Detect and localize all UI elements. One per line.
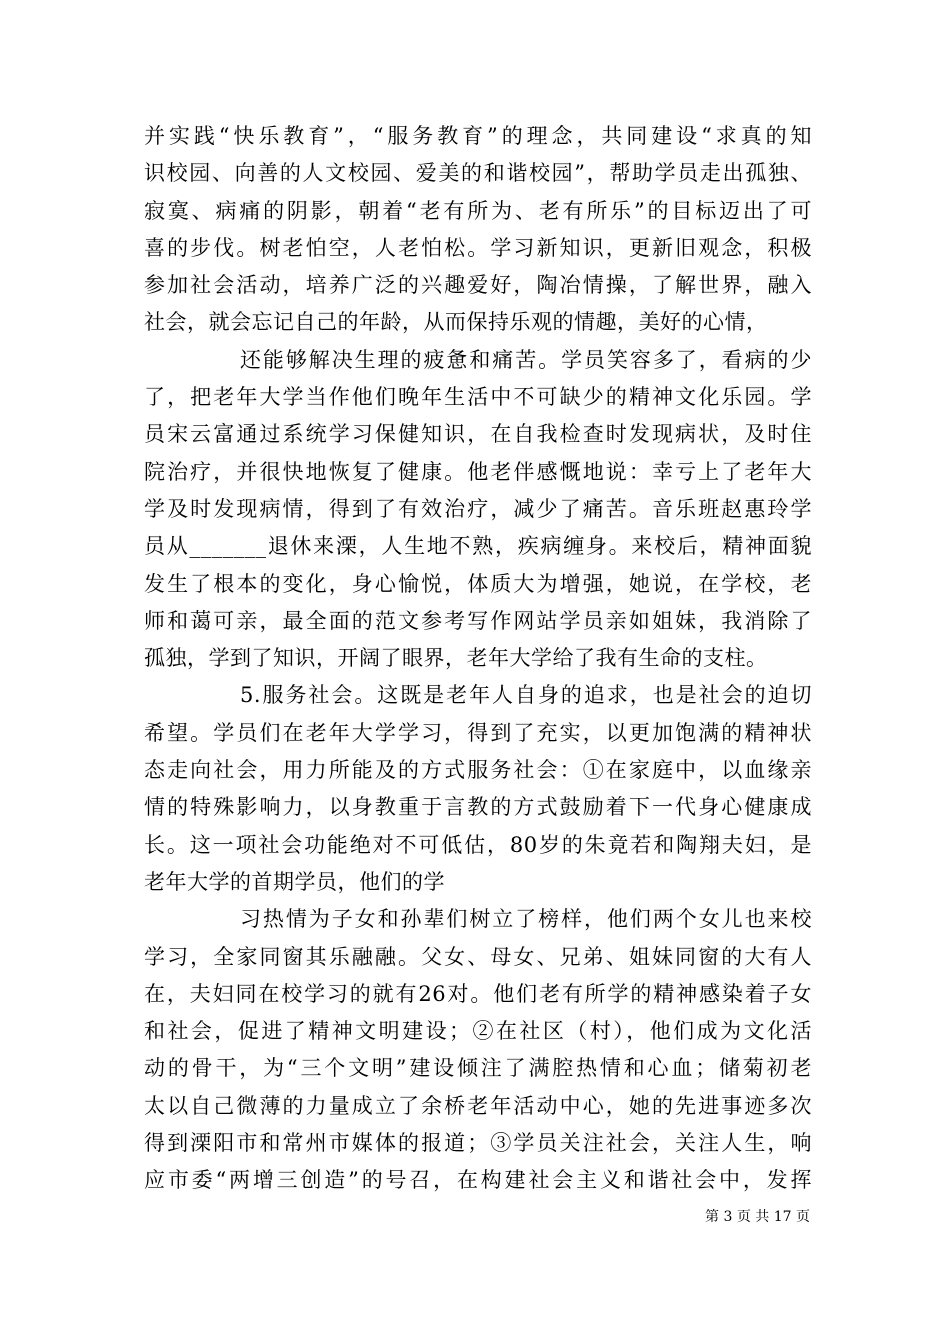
text-line: 态走向社会，用力所能及的方式服务社会：①在家庭中，以血缘亲 <box>144 758 812 783</box>
text-line: 学及时发现病情，得到了有效治疗，减少了痛苦。音乐班赵惠玲学 <box>144 496 812 521</box>
text-line: 发生了根本的变化，身心愉悦，体质大为增强，她说，在学校，老 <box>144 571 812 596</box>
text-line: 学习，全家同窗其乐融融。父女、母女、兄弟、姐妹同窗的大有人 <box>144 944 812 969</box>
text-line: 动的骨干，为“三个文明”建设倾注了满腔热情和心血；储菊初老 <box>144 1056 812 1081</box>
document-body <box>144 118 812 1200</box>
text-line: 了，把老年大学当作他们晚年生活中不可缺少的精神文化乐园。学 <box>144 385 812 410</box>
paragraph-start-line: 5.服务社会。这既是老年人自身的追求，也是社会的迫切 <box>240 683 812 708</box>
paragraph-start-line: 习热情为子女和孙辈们树立了榜样，他们两个女儿也来校 <box>240 907 812 932</box>
text-line: 在，夫妇同在校学习的就有26对。他们老有所学的精神感染着子女 <box>144 981 812 1006</box>
text-line: 老年大学的首期学员，他们的学 <box>144 869 445 894</box>
text-line: 员宋云富通过系统学习保健知识，在自我检查时发现病状，及时住 <box>144 422 812 447</box>
text-line: 应市委“两增三创造”的号召，在构建社会主义和谐社会中，发挥 <box>144 1168 812 1193</box>
paragraph-start-line: 还能够解决生理的疲惫和痛苦。学员笑容多了，看病的少 <box>240 347 812 372</box>
text-line: 和社会，促进了精神文明建设；②在社区（村），他们成为文化活 <box>144 1019 812 1044</box>
text-line: 希望。学员们在老年大学学习，得到了充实，以更加饱满的精神状 <box>144 720 812 745</box>
text-line: 并实践“快乐教育”，“服务教育”的理念，共同建设“求真的知 <box>144 124 812 148</box>
text-line: 长。这一项社会功能绝对不可低估，80岁的朱竟若和陶翔夫妇，是 <box>144 832 812 857</box>
text-line: 员从_______退休来溧，人生地不熟，疾病缠身。来校后，精神面貌 <box>144 534 812 559</box>
text-line: 社会，就会忘记自己的年龄，从而保持乐观的情趣，美好的心情， <box>144 310 768 335</box>
text-line: 师和蔼可亲，最全面的范文参考写作网站学员亲如姐妹，我消除了 <box>144 608 812 633</box>
text-line: 喜的步伐。树老怕空，人老怕松。学习新知识，更新旧观念，积极 <box>144 235 812 260</box>
text-line: 院治疗，并很快地恢复了健康。他老伴感慨地说：幸亏上了老年大 <box>144 459 812 484</box>
text-line: 参加社会活动，培养广泛的兴趣爱好，陶冶情操，了解世界，融入 <box>144 273 812 298</box>
text-line: 寂寞、病痛的阴影，朝着“老有所为、老有所乐”的目标迈出了可 <box>144 198 812 223</box>
text-line: 太以自己微薄的力量成立了余桥老年活动中心，她的先进事迹多次 <box>144 1093 812 1118</box>
text-line: 情的特殊影响力，以身教重于言教的方式鼓励着下一代身心健康成 <box>144 795 812 820</box>
page-number-footer: 第 3 页 共 17 页 <box>705 1209 810 1225</box>
text-line: 孤独，学到了知识，开阔了眼界，老年大学给了我有生命的支柱。 <box>144 646 768 671</box>
text-line: 得到溧阳市和常州市媒体的报道；③学员关注社会，关注人生，响 <box>144 1131 812 1156</box>
text-line: 识校园、向善的人文校园、爱美的和谐校园”，帮助学员走出孤独、 <box>144 161 812 186</box>
